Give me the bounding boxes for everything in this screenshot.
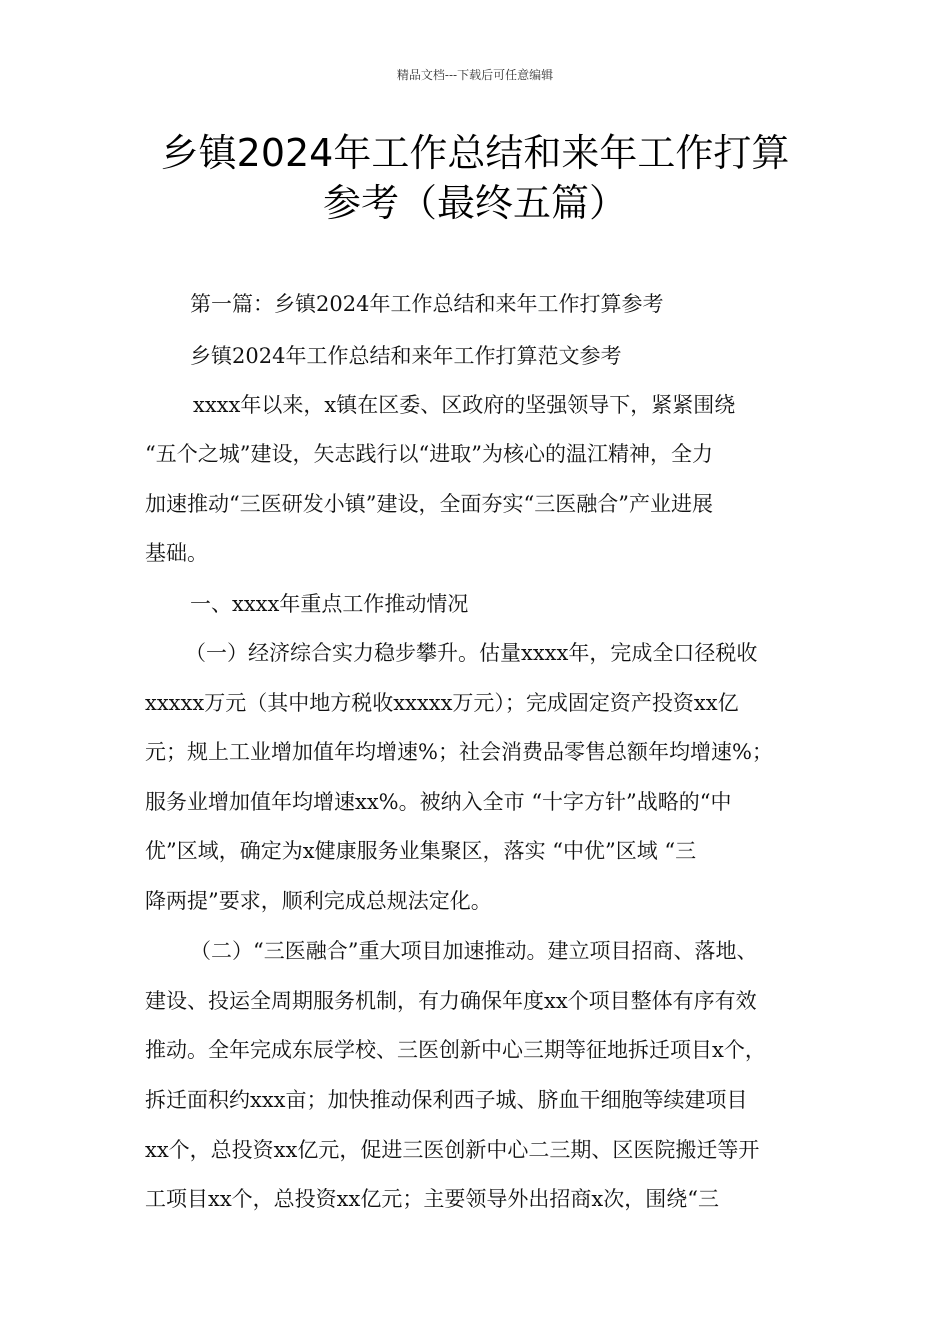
- document-title: [100, 128, 850, 228]
- paragraph-line: 基础。: [145, 541, 208, 565]
- article-subtitle: 乡镇2024年工作总结和来年工作打算范文参考: [190, 344, 622, 368]
- section-heading-1: 第一篇：乡镇2024年工作总结和来年工作打算参考: [190, 292, 664, 316]
- paragraph-line: 服务业增加值年均增速xx%。被纳入全市 “十字方针”战略的“中: [145, 790, 732, 814]
- paragraph-line: 加速推动“三医研发小镇”建设，全面夯实“三医融合”产业进展: [145, 492, 713, 516]
- paragraph-line: 拆迁面积约xxx亩；加快推动保利西子城、脐血干细胞等续建项目: [145, 1088, 748, 1112]
- paragraph-line: （二）“三医融合”重大项目加速推动。建立项目招商、落地、: [190, 939, 758, 963]
- paragraph-line: xxxxx万元（其中地方税收xxxxx万元）；完成固定资产投资xx亿: [145, 691, 739, 715]
- paragraph-line: 工项目xx个，总投资xx亿元；主要领导外出招商x次，围绕“三: [145, 1187, 719, 1211]
- paragraph-line: 推动。全年完成东辰学校、三医创新中心三期等征地拆迁项目x个，: [145, 1038, 766, 1062]
- section-heading-2: 一、xxxx年重点工作推动情况: [190, 592, 469, 616]
- title-line-2: 参考（最终五篇）: [322, 181, 627, 225]
- paragraph-line: xx个，总投资xx亿元，促进三医创新中心二三期、区医院搬迁等开: [145, 1138, 760, 1162]
- paragraph-line: （一）经济综合实力稳步攀升。估量xxxx年，完成全口径税收: [185, 641, 758, 665]
- paragraph-line: “五个之城”建设，矢志践行以“进取”为核心的温江精神，全力: [145, 442, 713, 466]
- paragraph-line: 降两提”要求，顺利完成总规法定化。: [145, 889, 492, 913]
- header-note: 精品文档---下载后可任意编辑: [396, 68, 554, 82]
- title-line-1: 乡镇2024年工作总结和来年工作打算: [160, 131, 790, 175]
- paragraph-line: 元；规上工业增加值年均增速%；社会消费品零售总额年均增速%；: [145, 740, 773, 764]
- paragraph-line: 优”区域，确定为x健康服务业集聚区，落实 “中优”区域 “三: [145, 839, 697, 863]
- paragraph-line: xxxx年以来，x镇在区委、区政府的坚强领导下，紧紧围绕: [193, 393, 736, 417]
- paragraph-line: 建设、投运全周期服务机制，有力确保年度xx个项目整体有序有效: [145, 989, 757, 1013]
